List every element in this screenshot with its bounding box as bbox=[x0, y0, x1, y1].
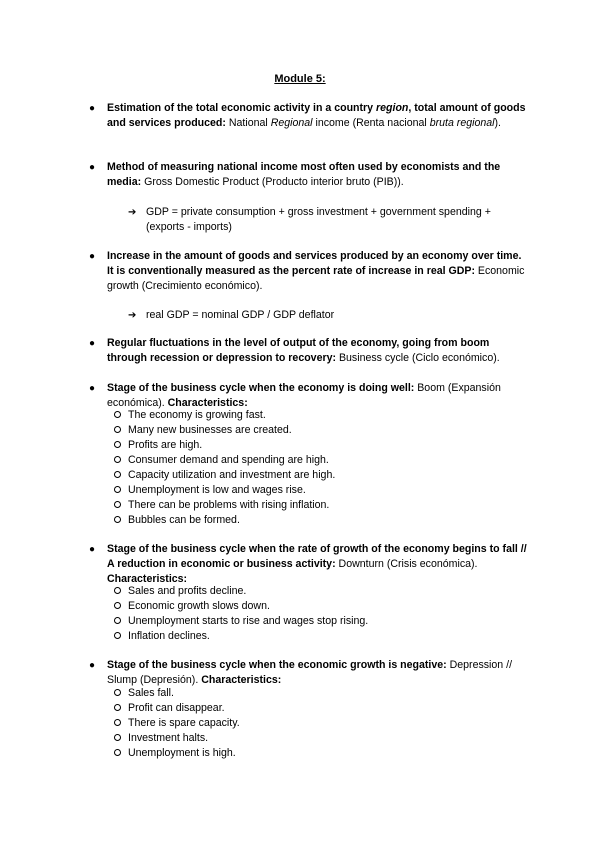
circle-bullet-icon bbox=[114, 441, 121, 448]
sublist-item: Inflation declines. bbox=[91, 629, 527, 644]
item-text: Boom (Expansión económica). bbox=[107, 382, 501, 409]
item-text: Business cycle (Ciclo económico). bbox=[336, 352, 500, 364]
sublist-item: Unemployment is low and wages rise. bbox=[91, 483, 527, 498]
list-item bbox=[88, 658, 527, 688]
item-term: Regular fluctuations in the level of output of the economy, going from boom through recession or depression to recovery: bbox=[107, 337, 490, 364]
item-text-italic: Regional bbox=[270, 117, 313, 129]
item-text: Depression // Slump (Depresión). bbox=[107, 659, 513, 686]
sublist-item: The economy is growing fast. bbox=[91, 408, 527, 423]
item-term: , total amount of goods and services produced: bbox=[107, 102, 526, 129]
sublist-item: Many new businesses are created. bbox=[91, 423, 527, 438]
list-item bbox=[88, 160, 527, 190]
circle-bullet-icon bbox=[114, 501, 121, 508]
sublist bbox=[107, 408, 527, 528]
bullet-icon: ● bbox=[88, 338, 96, 349]
sublist-item: Bubbles can be formed. bbox=[91, 513, 527, 528]
page-title: Module 5: bbox=[274, 73, 326, 85]
circle-bullet-icon bbox=[114, 632, 121, 639]
circle-bullet-icon bbox=[114, 516, 121, 523]
sublist bbox=[107, 584, 527, 644]
bullet-icon: ● bbox=[88, 251, 96, 262]
bullet-icon: ● bbox=[88, 660, 96, 671]
circle-bullet-icon bbox=[114, 587, 121, 594]
sublist-item: There can be problems with rising inflation. bbox=[91, 498, 527, 513]
sublist-item: Profits are high. bbox=[91, 438, 527, 453]
formula-text: real GDP = nominal GDP / GDP deflator bbox=[146, 309, 335, 321]
arrow-right-icon: ➔ bbox=[128, 207, 137, 218]
bullet-icon: ● bbox=[88, 103, 96, 114]
circle-bullet-icon bbox=[114, 704, 121, 711]
item-term: Stage of the business cycle when the economy is doing well: bbox=[107, 382, 415, 394]
circle-bullet-icon bbox=[114, 486, 121, 493]
item-text: income (Renta nacional bbox=[312, 117, 430, 129]
item-text: ). bbox=[494, 117, 501, 129]
item-text: Gross Domestic Product (Producto interior bruto (PIB)). bbox=[141, 176, 404, 188]
characteristics-label: Characteristics: bbox=[164, 397, 248, 409]
sublist-item: Sales fall. bbox=[91, 686, 527, 701]
list-item bbox=[88, 542, 527, 587]
bullet-icon: ● bbox=[88, 383, 96, 394]
formula-line bbox=[128, 205, 526, 235]
list-item bbox=[88, 336, 527, 366]
item-term: Estimation of the total economic activity in a country bbox=[107, 102, 377, 114]
formula-text: GDP = private consumption + gross investment + government spending + (exports - imports) bbox=[146, 206, 491, 233]
sublist-item: Consumer demand and spending are high. bbox=[91, 453, 527, 468]
sublist-item: Unemployment is high. bbox=[91, 746, 527, 761]
circle-bullet-icon bbox=[114, 411, 121, 418]
circle-bullet-icon bbox=[114, 734, 121, 741]
sublist bbox=[107, 686, 527, 761]
bullet-icon: ● bbox=[88, 162, 96, 173]
list-item bbox=[88, 249, 527, 294]
bullet-icon: ● bbox=[88, 544, 96, 555]
list-item bbox=[88, 381, 527, 411]
circle-bullet-icon bbox=[114, 719, 121, 726]
item-term: Stage of the business cycle when the economic growth is negative: bbox=[107, 659, 447, 671]
circle-bullet-icon bbox=[114, 689, 121, 696]
circle-bullet-icon bbox=[114, 749, 121, 756]
item-term: Increase in the amount of goods and services produced by an economy over time. It is conventionally measured as the percent rate of increase in real GDP: bbox=[107, 250, 522, 277]
item-term-italic: region bbox=[376, 102, 409, 114]
characteristics-label: Characteristics: bbox=[107, 573, 188, 585]
list-item bbox=[88, 101, 527, 131]
item-term: Method of measuring national income most often used by economists and the media: bbox=[107, 161, 501, 188]
circle-bullet-icon bbox=[114, 602, 121, 609]
circle-bullet-icon bbox=[114, 471, 121, 478]
formula-line bbox=[128, 308, 526, 323]
circle-bullet-icon bbox=[114, 456, 121, 463]
item-text: Economic growth (Crecimiento económico). bbox=[107, 265, 525, 292]
item-text: National bbox=[225, 117, 271, 129]
sublist-item: Investment halts. bbox=[91, 731, 527, 746]
sublist-item: There is spare capacity. bbox=[91, 716, 527, 731]
sublist-item: Profit can disappear. bbox=[91, 701, 527, 716]
arrow-right-icon: ➔ bbox=[128, 310, 137, 321]
characteristics-label: Characteristics: bbox=[198, 674, 282, 686]
sublist-item: Economic growth slows down. bbox=[91, 599, 527, 614]
item-term: Stage of the business cycle when the rate of growth of the economy begins to fall // A reduction in economic or business activity: bbox=[107, 543, 527, 570]
sublist-item: Unemployment starts to rise and wages stop rising. bbox=[91, 614, 527, 629]
sublist-item: Sales and profits decline. bbox=[91, 584, 527, 599]
circle-bullet-icon bbox=[114, 617, 121, 624]
item-text-italic: bruta regional bbox=[429, 117, 495, 129]
circle-bullet-icon bbox=[114, 426, 121, 433]
item-text: Downturn (Crisis económica). bbox=[335, 558, 478, 570]
sublist-item: Capacity utilization and investment are high. bbox=[91, 468, 527, 483]
